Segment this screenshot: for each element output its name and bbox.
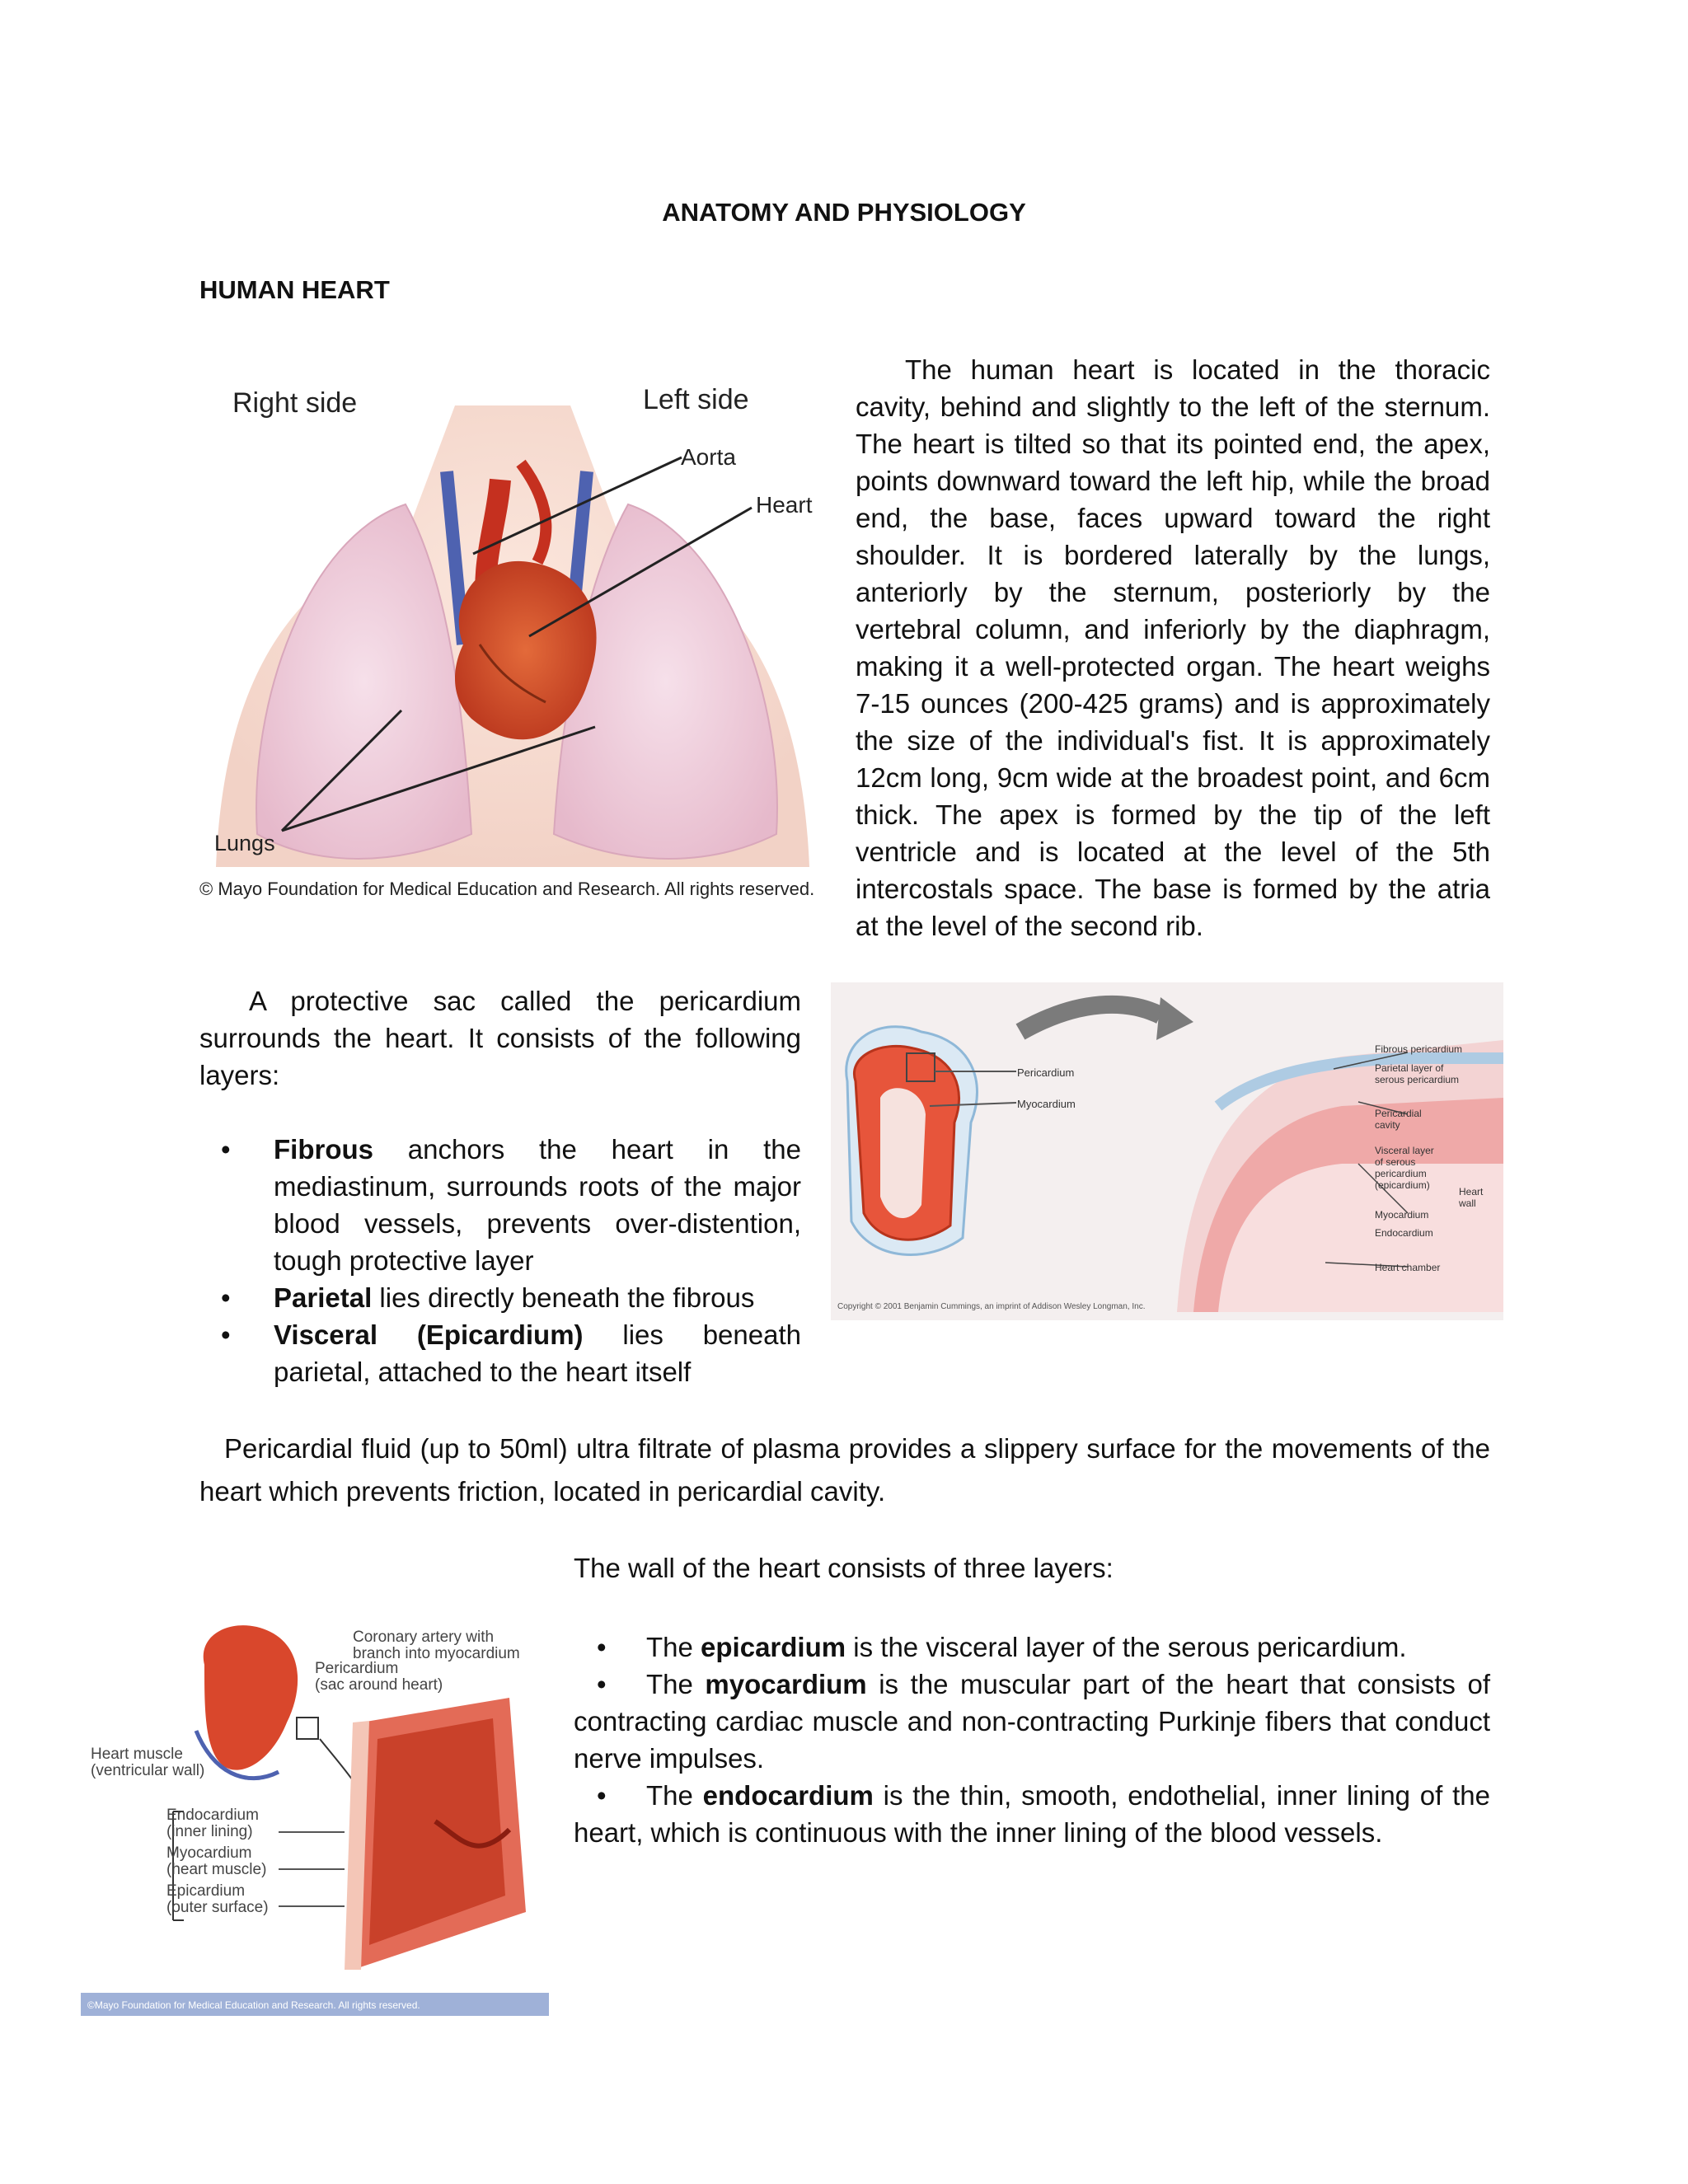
heart-location-figure — [199, 373, 826, 908]
pericardial-fluid-paragraph — [199, 1427, 1490, 1513]
list-item — [199, 1316, 801, 1390]
myocardium-label: Myocardium — [1017, 1098, 1076, 1110]
layer-term: Parietal — [274, 1282, 373, 1313]
heart-muscle-label: Heart muscle — [91, 1746, 183, 1763]
item-prefix: The — [646, 1669, 706, 1699]
visceral-layer-label-3: pericardium — [1375, 1168, 1427, 1179]
layer-term: Visceral (Epicardium) — [274, 1319, 584, 1350]
figure3-credit: ©Mayo Foundation for Medical Education and Research. All rights reserved. — [87, 1999, 420, 2011]
aorta-label: Aorta — [681, 444, 736, 470]
layer-term: Fibrous — [274, 1134, 373, 1165]
heart-wall-layers-list — [574, 1629, 1490, 1851]
epicardium-label-2: (outer surface) — [166, 1899, 269, 1916]
heart-label: Heart — [756, 492, 813, 518]
pericardium-layers-figure — [831, 982, 1503, 1320]
myocardium-label: Myocardium — [166, 1844, 252, 1862]
layer-term: endocardium — [702, 1780, 874, 1811]
pericardium-intro: A protective sac called the pericardium surrounds the heart. It consists of the following layers: — [199, 986, 801, 1090]
right-side-label: Right side — [232, 387, 358, 419]
fluid-text: Pericardial fluid (up to 50ml) ultra filtrate of plasma provides a slippery surface for the movements of the heart which prevents friction, located in pericardial cavity. — [199, 1433, 1490, 1507]
wall-intro: The wall of the heart consists of three layers: — [574, 1553, 1114, 1583]
myocardium-label-2: (heart muscle) — [166, 1861, 267, 1878]
list-item — [574, 1666, 1490, 1777]
list-item — [199, 1131, 801, 1279]
bullet: • — [597, 1780, 607, 1811]
layer-text: is the thin, smooth, endothelial, inner lining of the heart, which is continuous with the inner lining of the blood vessels. — [574, 1780, 1490, 1848]
item-prefix: The — [646, 1632, 701, 1662]
list-item — [574, 1777, 1490, 1851]
pericardium-sac-label-2: (sac around heart) — [315, 1676, 443, 1694]
epicardium-label: Epicardium — [166, 1882, 246, 1900]
myocardium-right-label: Myocardium — [1375, 1209, 1429, 1221]
item-prefix: The — [646, 1780, 703, 1811]
heart-muscle-label-2: (ventricular wall) — [91, 1762, 205, 1779]
coronary-label-2: branch into myocardium — [353, 1645, 520, 1662]
visceral-layer-label-4: (epicardium) — [1375, 1179, 1430, 1191]
endocardium-label-2: (inner lining) — [166, 1823, 253, 1840]
pericardium-layers-list — [199, 1131, 801, 1390]
endocardium-label: Endocardium — [1375, 1227, 1433, 1239]
coronary-label: Coronary artery with — [353, 1629, 495, 1646]
layer-text: is the visceral layer of the serous pericardium. — [846, 1632, 1407, 1662]
layer-text: lies directly beneath the fibrous — [372, 1282, 755, 1313]
heart-wall-label: Heart — [1459, 1186, 1484, 1197]
layer-text: lies beneath parietal, attached to the heart itself — [274, 1319, 801, 1387]
figure1-credit: © Mayo Foundation for Medical Education and Research. All rights reserved. — [199, 879, 815, 899]
pericardial-cavity-label-2: cavity — [1375, 1119, 1400, 1131]
list-item — [574, 1629, 1490, 1666]
bullet: • — [597, 1632, 607, 1662]
bullet: • — [597, 1669, 607, 1699]
heart-wall-illustration — [81, 1615, 556, 2019]
parietal-layer-label: Parietal layer of — [1375, 1062, 1444, 1074]
heart-location-illustration — [199, 373, 826, 908]
layer-term: epicardium — [701, 1632, 846, 1662]
heart-chamber-label: Heart chamber — [1375, 1262, 1441, 1273]
list-item — [199, 1279, 801, 1316]
layer-text: anchors the heart in the mediastinum, surrounds roots of the major blood vessels, prevents over-distention, tough protective layer — [274, 1134, 801, 1276]
left-side-label: Left side — [643, 384, 749, 415]
heart-wall-label-2: wall — [1459, 1197, 1476, 1209]
pericardium-illustration — [831, 982, 1503, 1320]
layer-term: myocardium — [705, 1669, 867, 1699]
visceral-layer-label: Visceral layer — [1375, 1145, 1434, 1156]
visceral-layer-label-2: of serous — [1375, 1156, 1416, 1168]
pericardium-sac-label: Pericardium — [315, 1660, 399, 1677]
parietal-layer-label-2: serous pericardium — [1375, 1074, 1460, 1085]
figure2-credit: Copyright © 2001 Benjamin Cummings, an imprint of Addison Wesley Longman, Inc. — [837, 1302, 1146, 1311]
fibrous-pericardium-label: Fibrous pericardium — [1375, 1043, 1463, 1055]
page-title: ANATOMY AND PHYSIOLOGY — [662, 198, 1026, 227]
layer-text: is the muscular part of the heart that consists of contracting cardiac muscle and non-contracting Purkinje fibers that conduct nerve impulses. — [574, 1669, 1490, 1774]
section-heading: HUMAN HEART — [199, 275, 390, 304]
lungs-label: Lungs — [214, 831, 275, 855]
intro-paragraph: The human heart is located in the thoracic cavity, behind and slightly to the left of the sternum. The heart is tilted so that its pointed end, the apex, points downward toward the left hip, while the broad end, the base, faces upward toward the right shoulder. It is bordered laterally by the lungs, anteriorly by the sternum, posteriorly by the vertebral column, and inferiorly by the diaphragm, making it a well-protected organ. The heart weighs 7-15 ounces (200-425 grams) and is approximately the size of the individual's fist. It is approximately 12cm long, 9cm wide at the broadest point, and 6cm thick. The apex is formed by the tip of the left ventricle and is located at the level of the 5th intercostals space. The base is formed by the atria at the level of the second rib. — [856, 354, 1490, 941]
endocardium-label: Endocardium — [166, 1807, 259, 1824]
heart-wall-figure — [81, 1615, 556, 2019]
pericardial-cavity-label: Pericardial — [1375, 1108, 1422, 1119]
pericardium-label: Pericardium — [1017, 1066, 1075, 1079]
